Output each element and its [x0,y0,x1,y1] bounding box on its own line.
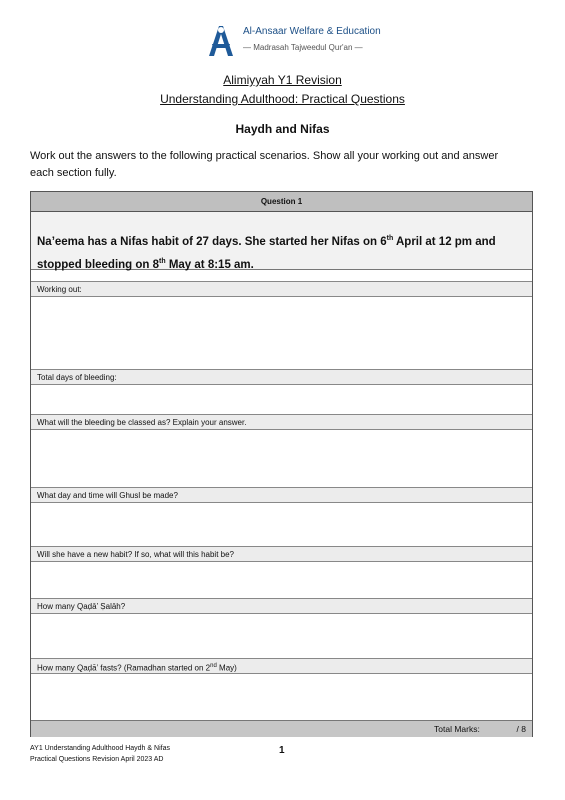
scenario-sup-1: th [386,235,394,242]
answer-area-qada-fasts[interactable] [31,674,532,720]
instructions: Work out the answers to the following practical scenarios. Show all your working out and answer each section fully. [30,150,499,179]
prompt-classification: What will the bleeding be classed as? Explain your answer. [31,414,532,430]
prompt-qada-salah: How many Qaḍā’ Ṣalāh? [31,598,532,614]
answer-area-ghusl[interactable] [31,503,532,546]
prompt-working-out: Working out: [31,281,532,297]
page-number: 1 [279,745,285,756]
question-box [30,191,533,737]
prompt-qada-fasts-sup: nd [210,663,217,669]
answer-area-new-habit[interactable] [31,562,532,598]
scenario-part-3: May at 8:15 am. [165,258,254,271]
footer-line-2: Practical Questions Revision April 2023 AD [30,756,164,763]
prompt-qada-fasts [31,658,532,674]
answer-area-qada-salah[interactable] [31,614,532,658]
prompt-ghusl: What day and time will Ghusl be made? [31,487,532,503]
prompt-new-habit: Will she have a new habit? If so, what will this habit be? [31,546,532,562]
question-heading: Question 1 [31,192,532,212]
total-marks-row [31,720,532,737]
answer-area-working-out[interactable] [31,297,532,369]
prompt-qada-fasts-text: How many Qaḍā’ fasts? (Ramadhan started on 2 [37,663,211,673]
prompt-qada-fasts-end: May) [216,663,237,673]
scenario-text [31,212,532,270]
answer-area-total-days[interactable] [31,385,532,414]
title-line-2: Understanding Adulthood: Practical Questions [160,92,405,106]
title-line-1: Alimiyyah Y1 Revision [223,73,342,87]
section-title: Haydh and Nifas [235,122,330,136]
total-marks-value: / 8 [516,724,526,734]
org-name: Al-Ansaar Welfare & Education [243,26,381,37]
org-subtitle: — Madrasah Tajweedul Qur'an — [243,43,363,52]
header [0,22,565,62]
answer-area-classification[interactable] [31,430,532,487]
logo-icon [205,22,237,58]
total-marks-label: Total Marks: [434,724,480,734]
scenario-sup-2: th [159,257,166,265]
footer-line-1: AY1 Understanding Adulthood Haydh & Nifas [30,745,170,752]
scenario-part-1: Na’eema has a Nifas habit of 27 days. She started her Nifas on 6 [37,235,387,248]
prompt-total-days: Total days of bleeding: [31,369,532,385]
scenario-part-2: April at 12 pm and stopped bleeding on 8 [37,235,496,271]
